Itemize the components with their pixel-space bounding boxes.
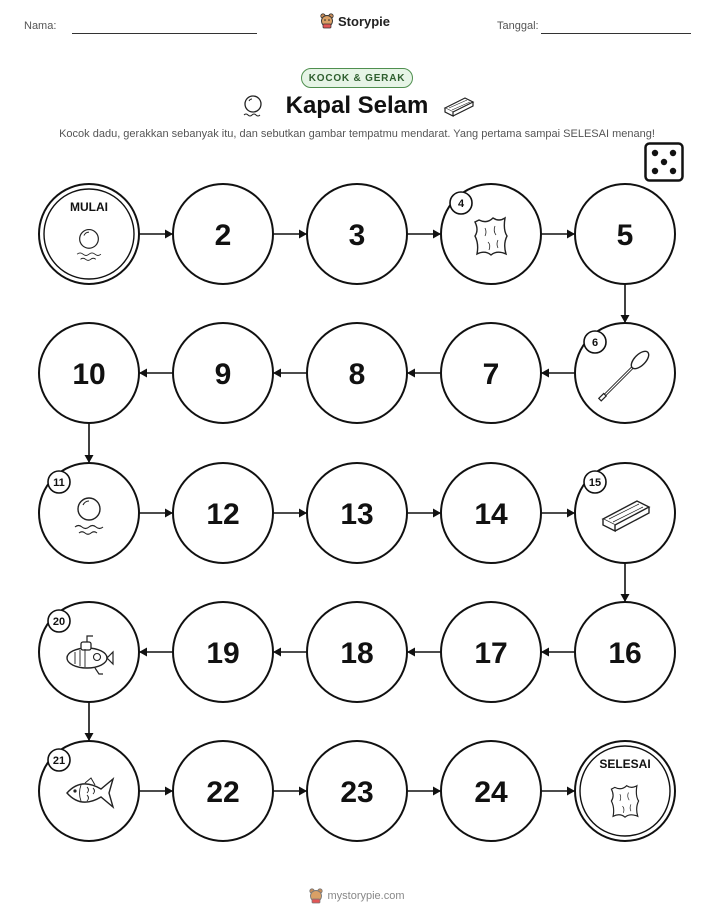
board-space: [307, 741, 407, 841]
space-number-tag: [48, 471, 70, 493]
board-space: [173, 184, 273, 284]
board-space: [39, 741, 139, 841]
space-number-tag: [48, 610, 70, 632]
space-number: 12: [206, 498, 240, 531]
path-arrow: [407, 369, 441, 378]
path-arrow: [407, 787, 441, 796]
space-number: 15: [588, 477, 602, 489]
board-space: [575, 602, 675, 702]
board-space: [307, 463, 407, 563]
space-number: 7: [482, 358, 500, 391]
board-space: [575, 463, 675, 563]
path-arrow: [273, 648, 307, 657]
date-label: Tanggal:: [497, 20, 539, 32]
path-arrow: [85, 702, 94, 741]
space-number: 17: [474, 637, 508, 670]
path-arrow: [541, 648, 575, 657]
board-space: [307, 602, 407, 702]
finish-space: [575, 741, 675, 841]
path-arrow: [407, 648, 441, 657]
path-arrow: [273, 787, 307, 796]
space-number: 3: [348, 219, 366, 252]
board-space: [173, 323, 273, 423]
board-space: [173, 741, 273, 841]
space-number-tag: [584, 331, 606, 353]
footer-url: mystorypie.com: [327, 890, 405, 902]
bear-icon: [309, 888, 323, 904]
path-arrow: [139, 787, 173, 796]
space-number: 4: [457, 198, 465, 210]
space-number: 8: [348, 358, 366, 391]
instructions: Kocok dadu, gerakkan sebanyak itu, dan sebutkan gambar tempatmu mendarat. Yang pertama sampai SELESAI menang!: [59, 128, 655, 140]
path-arrow: [273, 369, 307, 378]
board-space: [39, 463, 139, 563]
board-space: [441, 463, 541, 563]
space-number: 23: [340, 776, 374, 809]
board-space: [307, 323, 407, 423]
path-arrow: [85, 423, 94, 463]
board-space: [173, 463, 273, 563]
space-label: MULAI: [70, 200, 108, 214]
board-space: [307, 184, 407, 284]
space-label: SELESAI: [599, 757, 651, 771]
space-number: 19: [206, 637, 240, 670]
space-number: 14: [474, 498, 508, 531]
path-arrow: [541, 509, 575, 518]
path-arrow: [407, 509, 441, 518]
game-type-badge: KOCOK & GERAK: [301, 68, 413, 88]
space-number: 20: [52, 616, 66, 628]
path-arrow: [541, 787, 575, 796]
path-arrow: [139, 509, 173, 518]
space-number: 9: [214, 358, 232, 391]
path-arrow: [621, 563, 630, 602]
space-number: 21: [52, 755, 66, 767]
board-space: [575, 323, 675, 423]
board-space: [173, 602, 273, 702]
path-arrow: [139, 230, 173, 239]
sponge-icon: [611, 786, 638, 817]
space-number: 24: [474, 776, 508, 809]
sponge-icon: [475, 218, 507, 255]
path-arrow: [139, 648, 173, 657]
path-arrow: [541, 369, 575, 378]
page-title: Kapal Selam: [285, 92, 429, 119]
space-number: 2: [214, 219, 232, 252]
name-label: Nama:: [24, 20, 57, 32]
board-space: [575, 184, 675, 284]
path-arrow: [273, 509, 307, 518]
space-number: 11: [53, 477, 65, 489]
path-arrow: [621, 284, 630, 323]
path-arrow: [407, 230, 441, 239]
space-number-tag: [450, 192, 472, 214]
board-space: [39, 602, 139, 702]
board-space: [441, 741, 541, 841]
space-number: 6: [591, 337, 599, 349]
space-number: 5: [616, 219, 634, 252]
board-space: [441, 602, 541, 702]
brand-name: Storypie: [338, 13, 391, 29]
board-space: [441, 184, 541, 284]
space-number: 18: [340, 637, 374, 670]
board-space: [441, 323, 541, 423]
footer: [0, 888, 714, 904]
space-number: 22: [206, 776, 240, 809]
space-number-tag: [584, 471, 606, 493]
path-arrow: [139, 369, 173, 378]
space-number: 16: [608, 637, 642, 670]
board-space: [39, 323, 139, 423]
space-number-tag: [48, 749, 70, 771]
space-number: 13: [340, 498, 374, 531]
path-arrow: [273, 230, 307, 239]
start-space: [39, 184, 139, 284]
space-number: 10: [72, 358, 106, 391]
path-arrow: [541, 230, 575, 239]
